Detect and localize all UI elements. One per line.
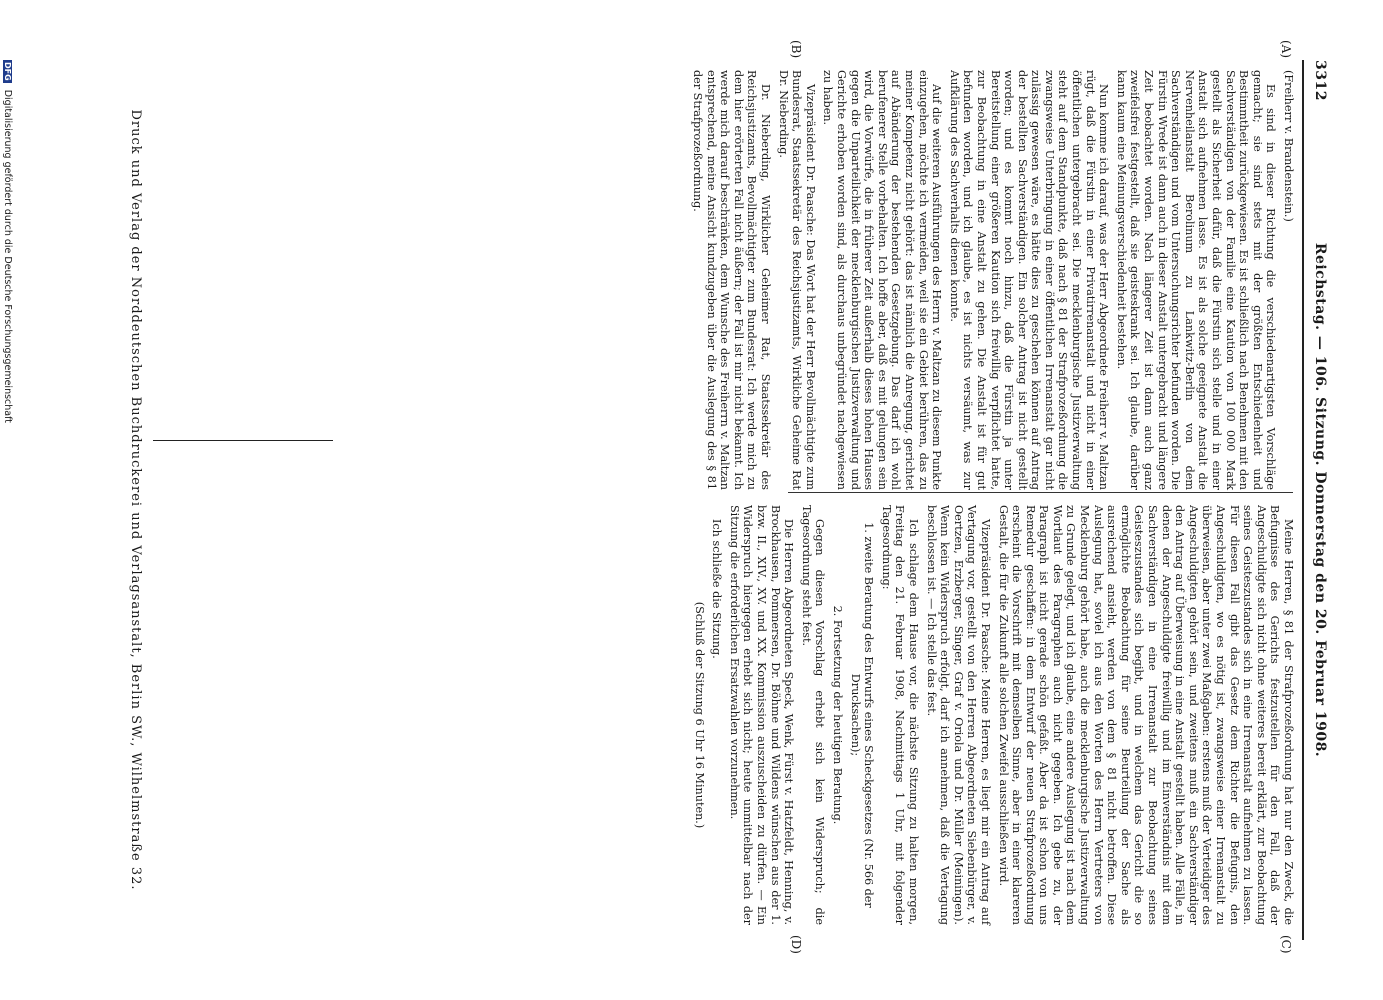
no-objection: Gegen diesen Vorschlag erhebt sich kein Widerspruch; die Tagesordnung steht fest. <box>799 505 827 925</box>
margin-mark-d: (D) <box>789 935 803 954</box>
digitization-note <box>2 60 13 1000</box>
paragraph: Auf die weiteren Ausführungen des Herrn v. Maltzan zu diesem Punkte einzugehen, möchte ich vermeiden, weil sie ein Gebiet berühren, das zu meiner Kompetenz nicht gehört: das ist nämlich die Anregung, gerichtet auf Abänderung der bestehenden Gesetzgebung. Das darf ich wohl berufenerer Stelle vorbehalten. Ich hoffe aber, daß es mit gelungen sein wird, die Vorwürfe, die in früherer Zeit außerhalb dieses hohen Hauses gegen die Unparteilichkeit der mecklenburgischen Justizverwaltung und Gerichte erhoben worden sind, als durchaus unbegründet nachgewiesen zu haben. <box>821 70 944 490</box>
agenda-item-1: 1. zweite Beratung des Entwurfs eines Scheckgesetzes (Nr. 566 der Drucksachen); <box>848 522 876 908</box>
members-paragraph: Die Herren Abgeordneten Speck, Wenk, Fürst v. Hatzfeldt, Henning, v. Brockhausen, Pommersen, Dr. Böhme und Wildens wünschen aus der 1. bzw. II., XIV., XV. und XX. Kommission auszuscheiden zu dürfen. — Ein Widerspruch hiergegen erhebt sich nicht; heute unmittelbar nach der Sitzung die erforderlichen Ersatzwahlen vorzunehmen. <box>727 505 796 925</box>
proposal-paragraph: Ich schlage dem Hause vor, die nächste Sitzung zu halten morgen, Freitag den 21. Februar 1908, Nachmittags 1 Uhr, mit folgender Tagesordnung: <box>879 505 920 925</box>
separator-rule <box>153 440 333 441</box>
nieberding-paragraph: Dr. Nieberding, Wirklicher Geheimer Rat, Staatssekretär des Reichsjustizamts, Bevollmächtigter zum Bundesrat: Ich werde mich zu dem hier erörterten Fall nicht äußern; der Fall ist mir nicht bekannt. Ich werde mich darauf beschränken, dem Wunsche des Freiherrn v. Maltzan entsprechend, meine Ansicht kundzugeben über die Auslegung des § 81 der Strafprozeßordnung. <box>691 70 773 490</box>
closing: Ich schließe die Sitzung. <box>710 519 724 659</box>
right-column <box>688 505 1295 925</box>
end-note: (Schluß der Sitzung 6 Uhr 16 Minuten.) <box>692 601 706 829</box>
digitization-text: Digitalisierung gefördert durch die Deutsche Forschungsgemeinschaft <box>2 89 13 424</box>
page-title: Reichstag. — 106. Sitzung. Donnerstag den 20. Februar 1908. <box>1312 242 1328 758</box>
speaker-prefix: (Freiherr v. Brandenstein.) <box>1282 70 1295 222</box>
imprint-footer: Druck und Verlag der Norddeutschen Buchdruckerei und Verlagsanstalt, Berlin SW., Wilhelmstraße 32. <box>128 109 143 891</box>
vp-paragraph: Vizepräsident Dr. Paasche: Das Wort hat der Herr Bevollmächtigte zum Bundesrat, Staatssekretär des Reichsjustizamts, Wirkliche Geheime Rat Dr. Nieberding. <box>776 70 817 490</box>
paragraph: Meine Herren, § 81 der Strafprozeßordnung hat nur den Zweck, die Befugnisse des Gerichts festzustellen für den Fall, daß der Angeschuldigte sich nicht ohne weiteres bereit erklärt, zur Beobachtung seines Geisteszustandes sich in eine Irrenanstalt aufnehmen zu lassen. Für diesen Fall gibt das Gesetz dem Richter die Befugnis, den Angeschuldigten, wo es nötig ist, zwangsweise einer Irrenanstalt zu überweisen, aber unter zwei Maßgaben: erstens muß der Verteidiger des Angeschuldigten gehört sein, und zweitens muß ein Sachverständiger den Antrag auf Überweisung in eine Anstalt gestellt haben. Alle Fälle, in denen der Angeschuldigte freiwillig und im Einverständnis mit dem Sachverständigen in eine Irrenanstalt zur Beobachtung seines Geisteszustandes sich begibt, und in welchem das Gericht die so ermöglichte Beobachtung für seine Beurteilung der Sache als ausreichend ansieht, werden von dem § 81 nicht betroffen. Diese Auslegung hat, soviel ich aus den Worten des Herrn Vertreters von Mecklenburg gehört habe, auch die mecklenburgische Justizverwaltung zu Grunde gelegt, und ich glaube, eine andere Auslegung ist nach dem Wortlaut des Paragraphen auch nicht gegeben. Ich gebe zu, der Paragraph ist nicht gerade schön gefaßt. Aber da ist schon von uns Remedur geschaffen: in dem Entwurf der neuen Strafprozeßordnung erscheint die Vorschrift mit demselben Sinne, aber in einer klareren Gestalt, die für die Zukunft alle solchen Zweifel ausschließen wird. <box>996 505 1295 925</box>
margin-mark-a: (A) <box>1279 40 1293 59</box>
page-header <box>1302 60 1328 940</box>
left-column <box>686 70 1295 490</box>
margin-mark-c: (C) <box>1279 935 1293 954</box>
agenda-item-2: 2. Fortsetzung der heutigen Beratung. <box>831 605 844 825</box>
dfg-logo: DFG <box>3 62 12 81</box>
margin-mark-b: (B) <box>789 40 803 59</box>
vp-paragraph: Vizepräsident Dr. Paasche: Meine Herren, es liegt mir ein Antrag auf Vertagung vor, gestellt von den Herren Abgeordneten Siebenbürger, v. Oertzen, Erzberger, Singer, Graf v. Oriola und Dr. Müller (Meiningen). Wenn kein Widerspruch erfolgt, darf ich annehmen, daß die Vertagung beschlossen ist. — Ich stelle das fest. <box>924 505 992 925</box>
paragraph: Es sind in dieser Richtung die verschiedenartigsten Vorschläge gemacht; sie sind stets mit der größten Entschiedenheit und Bestimmtheit zurückgewiesen. Es ist schließlich nach Benehmen mit den Sachverständigen von der Familie eine Kaution von 100 000 Mark gestellt als Sicherheit dafür, daß die Fürstin sich stelle und in einer Anstalt sich aufnehmen lasse. Es ist als solche geeignete Anstalt die Nervenheilanstalt Berolinum zu Lankwitz-Berlin von dem Sachverständigen und vom Untersuchungsrichter befunden worden. Die Fürstin Wrede ist dann auch in dieser Anstalt untergebracht und längere Zeit beobachtet worden. Nach längerer Zeit ist dann auch ganz zweifelsfrei festgestellt, daß sie geisteskrank sei. Ich glaube, darüber kann kaum eine Meinungsverschiedenheit bestehen. <box>1114 70 1278 490</box>
column-divider <box>788 492 1293 493</box>
page-number: 3312 <box>1312 60 1328 101</box>
paragraph: Nun komme ich darauf, was der Herr Abgeordnete Freiherr v. Maltzan rügt, daß die Fürstin in einer Privatirrenanstalt und nicht in einer öffentlichen untergebracht sei. Die mecklenburgische Justizverwaltung steht auf dem Standpunkte, daß nach § 81 der Strafprozeßordnung die zwangsweise Unterbringung in einer öffentlichen Irrenanstalt gar nicht zulässig gewesen wäre, es hätte dies zu geschehen können auf Antrag der bestellten Sachverständigen. Ein solcher Antrag ist nicht gestellt worden; und es kommt noch hinzu, daß die Fürstin ja unter Bereitstellung einer größeren Kaution sich freiwillig verpflichtet hatte, zur Beobachtung in eine Anstalt zu gehen. Die Anstalt ist für gut befunden worden, und ich glaube, es ist nichts versäumt, was zur Aufklärung des Sachverhalts dienen konnte. <box>947 70 1111 490</box>
